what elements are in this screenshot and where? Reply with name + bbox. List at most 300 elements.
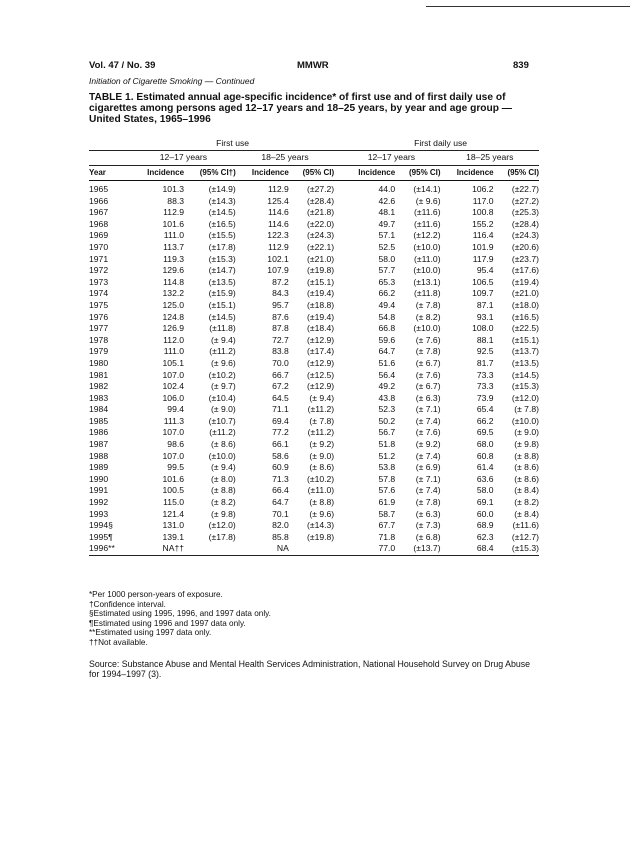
table-cell: (±17.8) <box>208 241 236 252</box>
year-cell: 1969 <box>89 230 109 241</box>
table-row <box>89 265 539 277</box>
table-cell: (±10.0) <box>208 450 236 461</box>
table-row <box>89 277 539 289</box>
table-cell: 68.0 <box>476 439 494 450</box>
table-cell: (±11.2) <box>307 427 335 438</box>
table-cell: (±14.3) <box>208 195 236 206</box>
table-cell: 73.9 <box>476 392 494 403</box>
table-cell: 99.5 <box>167 462 185 473</box>
table-row <box>89 543 539 555</box>
table-cell: (± 8.8) <box>309 497 335 508</box>
column-header: Incidence <box>342 166 395 181</box>
table-cell: (±19.4) <box>511 276 539 287</box>
year-cell: 1965 <box>89 184 109 194</box>
column-header: (95% CI) <box>395 166 440 181</box>
table-cell: 56.7 <box>378 427 396 438</box>
year-cell: 1980 <box>89 357 109 368</box>
table-cell: 60.9 <box>272 462 289 473</box>
table-row <box>89 358 539 370</box>
table-cell: (±27.2) <box>511 195 539 206</box>
group-gap <box>334 427 342 439</box>
table-row <box>89 207 539 219</box>
table-cell: (±22.1) <box>307 241 335 252</box>
table-cell: 116.4 <box>472 230 494 241</box>
table-cell: 139.1 <box>162 531 185 542</box>
table-cell: 57.1 <box>378 230 396 241</box>
table-cell: 106.0 <box>162 392 185 403</box>
table-cell: (±10.2) <box>208 369 236 380</box>
table-cell: (± 7.8) <box>514 404 539 415</box>
table-row <box>89 520 539 532</box>
table-cell: (±15.1) <box>307 276 335 287</box>
table-cell: (± 8.6) <box>514 462 539 473</box>
year-cell: 1990 <box>89 473 109 484</box>
group-header-first-use: First use <box>131 137 334 151</box>
table-cell: (±14.1) <box>413 184 441 194</box>
year-cell: 1979 <box>89 346 109 357</box>
table-row <box>89 427 539 439</box>
footnote: ††Not available. <box>89 637 148 647</box>
table-cell: 101.6 <box>162 473 185 484</box>
table-cell: (±11.0) <box>414 253 441 264</box>
age-header: 18–25 years <box>236 151 334 166</box>
table-caption: TABLE 1. Estimated annual age-specific incidence* of first use and of first daily use of cigarettes among persons aged 12–17 years and 18–25 years, by year and age group — United States, 1965–1996 <box>89 92 512 126</box>
table-cell: (± 9.6) <box>309 508 335 519</box>
table-cell: 155.2 <box>472 218 494 229</box>
table-cell: 112.9 <box>267 241 289 252</box>
top-rule <box>426 6 630 7</box>
group-gap <box>334 416 342 428</box>
table-cell: (±14.5) <box>208 207 236 218</box>
table-cell: 73.3 <box>476 369 494 380</box>
table-cell <box>184 543 236 555</box>
table-cell: (± 9.6) <box>211 357 236 368</box>
table-cell: (±14.5) <box>208 311 236 322</box>
year-cell: 1975 <box>89 299 109 310</box>
table-cell: (±16.5) <box>208 218 236 229</box>
table-cell: 63.6 <box>476 473 494 484</box>
table-cell: (± 7.1) <box>415 404 441 415</box>
table-row <box>89 462 539 474</box>
year-cell: 1991 <box>89 485 109 496</box>
table-cell: (±21.8) <box>307 207 335 218</box>
group-gap <box>334 474 342 486</box>
table-cell: (± 6.8) <box>415 531 441 542</box>
table-cell: (± 7.4) <box>415 415 441 426</box>
table-cell: 67.7 <box>378 520 396 531</box>
table-body <box>89 181 539 556</box>
table-cell: (±27.2) <box>307 184 335 194</box>
table-cell: 102.1 <box>267 253 289 264</box>
table-row <box>89 532 539 544</box>
table-row <box>89 312 539 324</box>
group-gap <box>334 181 342 196</box>
table-cell: (±17.8) <box>208 531 236 542</box>
table-cell: (± 9.8) <box>211 508 236 519</box>
table-cell: (±12.2) <box>413 230 441 241</box>
table-cell: 107.9 <box>267 265 289 276</box>
table-cell: 98.6 <box>167 439 185 450</box>
table-cell: (± 6.3) <box>415 508 441 519</box>
table-cell: (±12.0) <box>208 520 236 531</box>
table-cell: 114.6 <box>267 207 289 218</box>
table-cell: (± 8.6) <box>514 473 539 484</box>
table-cell: (±12.5) <box>307 369 335 380</box>
table-cell: 77.0 <box>342 543 395 555</box>
year-cell: 1995¶ <box>89 531 113 542</box>
group-gap <box>334 300 342 312</box>
volume-header: Vol. 47 / No. 39 <box>89 60 156 71</box>
table-cell: (±22.5) <box>511 323 539 334</box>
table-cell: (±12.9) <box>307 357 335 368</box>
table-cell: (±21.0) <box>511 288 539 299</box>
table-cell: 84.3 <box>272 288 289 299</box>
table-cell: (±10.7) <box>208 415 236 426</box>
table-row <box>89 196 539 208</box>
table-cell: (±11.2) <box>307 404 335 415</box>
table-cell: 82.0 <box>272 520 289 531</box>
age-header: 12–17 years <box>131 151 236 166</box>
group-gap <box>334 509 342 521</box>
table-row <box>89 439 539 451</box>
table-cell: 125.0 <box>162 299 185 310</box>
table-cell: (±22.7) <box>511 184 539 194</box>
table-cell: 129.6 <box>162 265 185 276</box>
table-row <box>89 370 539 382</box>
table-cell: (± 9.8) <box>514 439 539 450</box>
table-cell: (±24.3) <box>307 230 335 241</box>
table-cell: (± 9.0) <box>211 404 236 415</box>
table-cell: (±15.3) <box>208 253 236 264</box>
table-cell: (± 9.2) <box>309 439 335 450</box>
table-cell: (± 7.8) <box>415 497 441 508</box>
table-cell: (±14.3) <box>307 520 335 531</box>
table-cell: 115.0 <box>163 497 185 508</box>
table-cell: (±10.2) <box>307 473 335 484</box>
group-gap <box>334 166 342 181</box>
table-cell: 71.3 <box>272 473 289 484</box>
table-cell: (± 7.6) <box>415 427 441 438</box>
table-cell: 95.4 <box>476 265 494 276</box>
table-cell: 50.2 <box>378 415 396 426</box>
year-cell: 1982 <box>89 381 109 392</box>
table-row <box>89 181 539 196</box>
group-gap <box>334 462 342 474</box>
year-cell: 1974 <box>89 288 109 299</box>
table-cell: (±14.9) <box>208 184 236 194</box>
table-cell: 68.4 <box>441 543 494 555</box>
group-header-first-daily-use: First daily use <box>342 137 539 151</box>
table-cell: 131.0 <box>162 520 185 531</box>
column-header: (95% CI†) <box>184 166 236 181</box>
table-cell: 49.7 <box>378 218 396 229</box>
table-cell: (± 8.8) <box>211 485 236 496</box>
table-cell: 126.9 <box>162 323 185 334</box>
year-cell: 1973 <box>89 276 109 287</box>
table-cell: (±24.3) <box>511 230 539 241</box>
table-cell: 71.1 <box>272 404 289 415</box>
table-cell: (± 7.6) <box>415 334 441 345</box>
table-cell: (±11.8) <box>209 323 236 334</box>
table-cell: (±17.6) <box>511 265 539 276</box>
table-cell: 66.8 <box>378 323 396 334</box>
table-row <box>89 416 539 428</box>
table-cell: 106.2 <box>472 184 494 194</box>
table-cell: 111.0 <box>163 346 185 357</box>
table-cell: (± 6.9) <box>415 462 441 473</box>
table-cell: (±15.1) <box>511 334 539 345</box>
year-cell: 1977 <box>89 323 109 334</box>
table-cell: (±15.1) <box>208 299 236 310</box>
group-gap <box>334 439 342 451</box>
year-cell: 1992 <box>89 497 109 508</box>
table-cell: 114.6 <box>267 218 289 229</box>
group-gap <box>334 358 342 370</box>
table-row <box>89 346 539 358</box>
table-cell: 107.0 <box>162 427 185 438</box>
group-gap <box>334 520 342 532</box>
table-cell: 66.2 <box>476 415 494 426</box>
group-gap <box>334 346 342 358</box>
table-row <box>89 393 539 405</box>
table-cell: 61.4 <box>476 462 494 473</box>
table-cell: 62.3 <box>476 531 494 542</box>
table-cell: (± 7.3) <box>415 520 441 531</box>
table-cell: 113.7 <box>163 241 185 252</box>
table-cell: (±20.6) <box>511 241 539 252</box>
table-cell: 88.3 <box>167 195 185 206</box>
table-cell: (±28.4) <box>511 218 539 229</box>
year-cell: 1981 <box>89 369 109 380</box>
table-cell: (±13.5) <box>208 276 236 287</box>
group-gap <box>334 196 342 208</box>
table-cell: (±13.7) <box>395 543 440 555</box>
table-cell: 57.7 <box>378 265 396 276</box>
table-row <box>89 323 539 335</box>
table-cell: 64.7 <box>272 497 289 508</box>
footnote: **Estimated using 1997 data only. <box>89 628 212 638</box>
year-cell: 1970 <box>89 241 109 252</box>
table-cell: 59.6 <box>378 334 396 345</box>
table-cell: 51.8 <box>378 439 396 450</box>
year-cell: 1994§ <box>89 520 113 531</box>
table-row <box>89 474 539 486</box>
table-cell: NA†† <box>131 543 184 555</box>
table-cell: (±10.0) <box>413 265 441 276</box>
footnote: ¶Estimated using 1996 and 1997 data only. <box>89 618 246 628</box>
table-cell: 101.3 <box>162 184 185 194</box>
table-row <box>89 230 539 242</box>
table-cell: 51.6 <box>378 357 396 368</box>
age-header: 18–25 years <box>441 151 539 166</box>
table-cell: (±11.6) <box>512 520 539 531</box>
table-row <box>89 509 539 521</box>
group-gap <box>334 485 342 497</box>
table-cell: NA <box>236 543 289 555</box>
table-cell: (±22.0) <box>307 218 335 229</box>
table-cell: 53.8 <box>378 462 396 473</box>
table-cell: (±13.7) <box>511 346 539 357</box>
year-cell: 1993 <box>89 508 109 519</box>
table-cell: (± 8.2) <box>211 497 236 508</box>
table-cell: 61.9 <box>378 497 396 508</box>
table-cell: (± 8.6) <box>309 462 335 473</box>
footnote: *Per 1000 person-years of exposure. <box>89 590 223 599</box>
table-cell: (±16.5) <box>511 311 539 322</box>
group-gap <box>334 497 342 509</box>
group-gap <box>334 219 342 231</box>
table-cell: 87.2 <box>272 276 289 287</box>
table-cell: 112.9 <box>163 207 185 218</box>
year-cell: 1983 <box>89 392 109 403</box>
table-cell: (±15.9) <box>208 288 236 299</box>
table-cell: (± 9.0) <box>309 450 335 461</box>
table-cell: (±11.0) <box>307 485 335 496</box>
year-cell: 1987 <box>89 439 109 450</box>
table-cell: (±11.8) <box>414 288 441 299</box>
table-cell: (±13.5) <box>511 357 539 368</box>
table-cell: 58.7 <box>378 508 396 519</box>
table-cell: 81.7 <box>476 357 494 368</box>
table-cell: 87.6 <box>272 311 289 322</box>
table-cell: 93.1 <box>476 311 494 322</box>
table-cell: (± 7.8) <box>309 415 335 426</box>
table-cell: 87.8 <box>272 323 289 334</box>
table-cell: (±15.5) <box>208 230 236 241</box>
table-cell: (±14.5) <box>511 369 539 380</box>
table-cell: 66.2 <box>378 288 396 299</box>
table-cell: 85.8 <box>272 531 289 542</box>
table-cell: (± 9.7) <box>211 381 236 392</box>
table-cell: (±19.4) <box>307 311 335 322</box>
group-gap <box>334 393 342 405</box>
table-cell: (± 8.6) <box>211 439 236 450</box>
group-gap <box>334 207 342 219</box>
year-cell: 1972 <box>89 265 109 276</box>
table-cell: 65.3 <box>378 276 396 287</box>
year-cell: 1986 <box>89 427 109 438</box>
year-cell: 1996** <box>89 543 131 555</box>
year-cell: 1976 <box>89 311 109 322</box>
table-cell: 66.7 <box>272 369 289 380</box>
group-gap <box>334 532 342 544</box>
table-cell: 64.5 <box>272 392 289 403</box>
table-cell: 77.2 <box>272 427 289 438</box>
year-cell: 1978 <box>89 334 109 345</box>
table-cell: (±15.3) <box>494 543 539 555</box>
table-cell: 121.4 <box>162 508 185 519</box>
group-gap <box>334 265 342 277</box>
column-header: Incidence <box>131 166 184 181</box>
column-header: Year <box>89 166 131 181</box>
year-spacer <box>89 137 131 151</box>
table-cell: 112.9 <box>267 184 289 194</box>
table-cell: 57.6 <box>378 485 396 496</box>
journal-header: MMWR <box>297 60 329 71</box>
group-gap <box>334 404 342 416</box>
table-cell: 92.5 <box>476 346 494 357</box>
table-cell: (± 6.7) <box>415 357 441 368</box>
table-cell: (± 7.6) <box>415 369 441 380</box>
table-cell: 87.1 <box>476 299 494 310</box>
table-cell: (±10.0) <box>413 323 441 334</box>
table-row <box>89 242 539 254</box>
table-cell: 52.5 <box>378 241 396 252</box>
table-cell: 117.9 <box>472 253 494 264</box>
table-cell: 66.4 <box>272 485 289 496</box>
table-cell: (±13.1) <box>413 276 441 287</box>
table-cell: 114.8 <box>163 276 185 287</box>
table-cell: (±17.4) <box>307 346 335 357</box>
table-cell: 51.2 <box>378 450 396 461</box>
table-cell: (±19.8) <box>307 265 335 276</box>
table-cell: (±18.8) <box>307 299 335 310</box>
table-row <box>89 381 539 393</box>
table-cell: 58.6 <box>272 450 289 461</box>
source-note: Source: Substance Abuse and Mental Health Services Administration, National Household Survey on Drug Abuse for 1994–1997 (3). <box>89 659 531 680</box>
table-cell: 107.0 <box>162 450 185 461</box>
column-header: Incidence <box>441 166 494 181</box>
group-gap <box>334 543 342 555</box>
table-row <box>89 335 539 347</box>
table-cell: 42.6 <box>378 195 396 206</box>
table-cell: 43.8 <box>378 392 396 403</box>
table-cell: (± 8.2) <box>415 311 441 322</box>
table-row <box>89 485 539 497</box>
table-cell: 111.0 <box>163 230 185 241</box>
group-gap <box>334 370 342 382</box>
table-cell: 72.7 <box>272 334 289 345</box>
page-number: 839 <box>513 60 529 71</box>
year-spacer <box>89 151 131 166</box>
group-gap <box>334 323 342 335</box>
table-cell: (± 9.4) <box>211 462 236 473</box>
table-cell: (±11.6) <box>414 218 441 229</box>
table-cell: 69.4 <box>272 415 289 426</box>
table-cell: 54.8 <box>378 311 396 322</box>
table-cell: (± 9.4) <box>309 392 335 403</box>
group-gap <box>334 335 342 347</box>
table-row <box>89 300 539 312</box>
table-cell: (±11.2) <box>209 346 236 357</box>
table-cell: 49.4 <box>378 299 396 310</box>
table-cell: 124.8 <box>162 311 185 322</box>
table-cell: (±10.0) <box>511 415 539 426</box>
table-cell: 70.1 <box>272 508 289 519</box>
table-cell: 49.2 <box>378 381 396 392</box>
year-cell: 1984 <box>89 404 109 415</box>
table-cell: (± 7.8) <box>415 346 441 357</box>
table-cell: 57.8 <box>378 473 396 484</box>
table-cell: (±10.0) <box>413 241 441 252</box>
table-cell: 106.5 <box>472 276 494 287</box>
group-gap <box>334 312 342 324</box>
table-cell: (± 7.4) <box>415 485 441 496</box>
year-cell: 1967 <box>89 207 109 218</box>
group-gap <box>334 381 342 393</box>
table-cell: (± 9.6) <box>415 195 441 206</box>
table-cell: 69.5 <box>476 427 494 438</box>
table-cell: 101.9 <box>472 241 494 252</box>
table-cell: (±11.2) <box>209 427 236 438</box>
table-cell: 60.0 <box>476 508 494 519</box>
year-cell: 1989 <box>89 462 109 473</box>
table-cell: (± 8.0) <box>211 473 236 484</box>
footnote: §Estimated using 1995, 1996, and 1997 data only. <box>89 609 271 619</box>
column-header: Incidence <box>236 166 289 181</box>
table-cell: (± 9.2) <box>415 439 441 450</box>
group-gap <box>334 288 342 300</box>
